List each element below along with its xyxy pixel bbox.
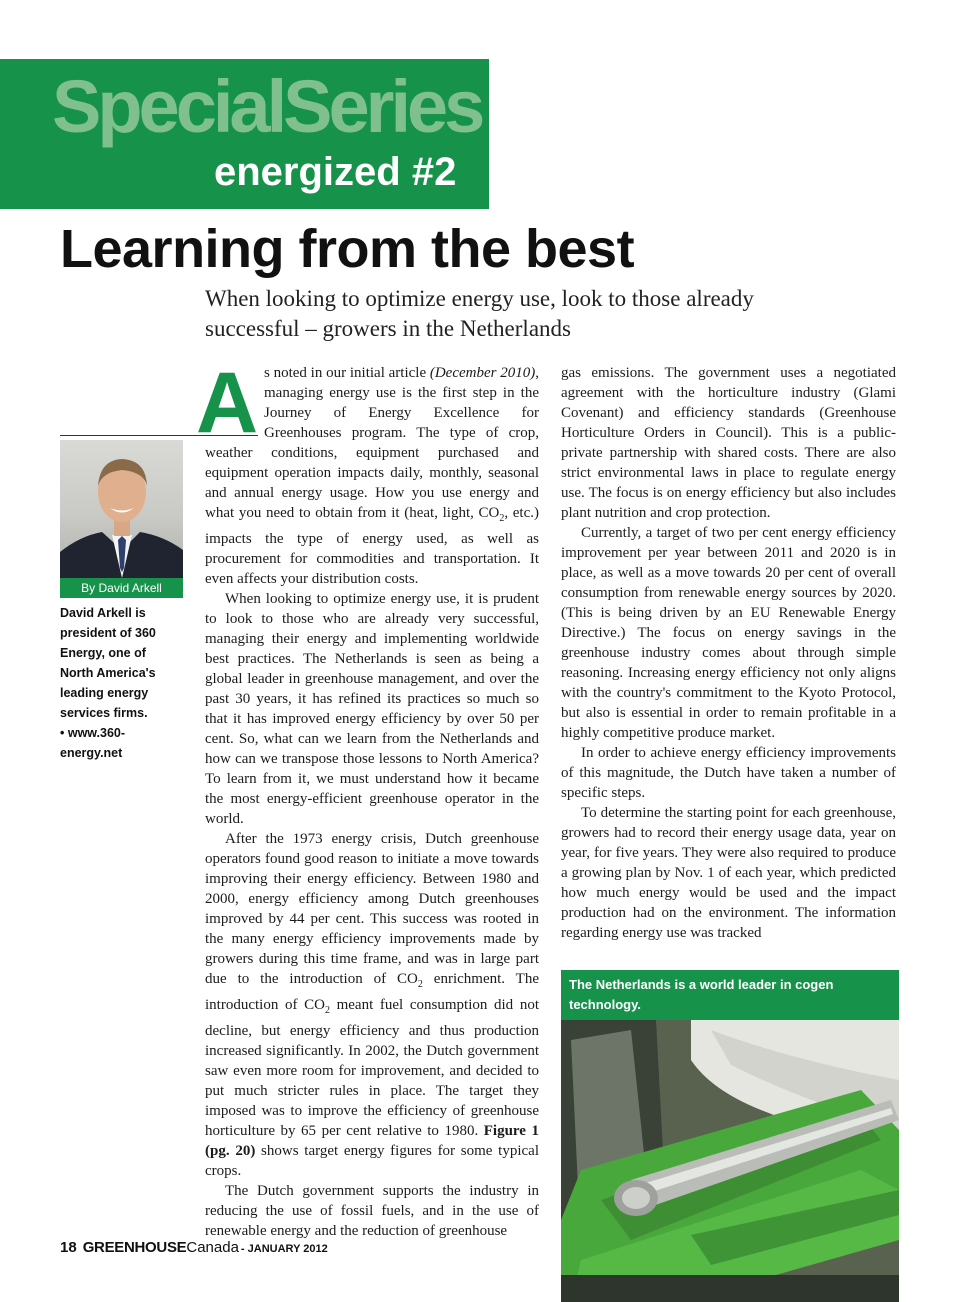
author-byline: By David Arkell — [60, 578, 183, 598]
bio-line: North America's — [60, 666, 156, 680]
paragraph: After the 1973 energy crisis, Dutch greenhouse operators found good reason to initiate a move towards improving their energy efficiency. Between 1980 and 2000, energy efficiency among Dutch greenhouses improved by 44 per cent. This success was rooted in the many energy efficiency improvements made by growers during this time frame, and was in large part due to the introduction of $CO_2$ enrichment. The introduction of $CO_2$ meant fuel consumption did not decline, but energy efficiency and thus production increased significantly. In 2002, the Dutch government saw even more room for improvement, and decided to put much stricter rules in place. The target they imposed was to improve the efficiency of greenhouse horticulture by 65 per cent relative to 1980. Figure 1 (pg. 20) shows target energy figures for some typical crops. — [205, 831, 539, 1179]
figure-reference: Figure 1 (pg. 20) — [205, 1123, 539, 1159]
paragraph: Currently, a target of two per cent energy efficiency improvement per year between 2011 and 2020 is in place, as well as a move towards 20 per cent of overall consumption from renewable energy sources by 2020. (This is being driven by an EU Renewable Energy Directive.) The focus on energy savings in the greenhouse industry comes about through simple reasoning. Increasing energy efficiency not only aligns with the country's commitment to the Kyoto Protocol, but also is essential in order to remain profitable in a highly competitive produce market. — [561, 525, 896, 741]
article-subtitle: When looking to optimize energy use, look to those already successful – growers in the Netherlands — [205, 286, 754, 341]
drop-cap: A — [195, 355, 259, 451]
bio-line: president of 360 — [60, 626, 156, 640]
author-bio — [60, 603, 186, 763]
cogen-engine-photo — [561, 1020, 899, 1302]
paragraph: In order to achieve energy efficiency improvements of this magnitude, the Dutch have taken a number of specific steps. — [561, 745, 896, 801]
bio-line: Energy, one of — [60, 646, 146, 660]
article-headline: Learning from the best — [60, 219, 635, 279]
paragraph: gas emissions. The government uses a negotiated agreement with the horticulture industry (Glami Covenant) and efficiency standards (Greenhouse Horticulture Orders in Council). This is a public-private partnership with shared costs. There are also strict environmental laws in place to regulate energy use. The focus is on energy efficiency but also includes plant nutrition and crop protection. — [561, 365, 896, 521]
magazine-name: GREENHOUSE — [82, 1239, 187, 1256]
paragraph: When looking to optimize energy use, it is prudent to look to those who are already very successful, managing their energy and implementing worldwide best practices. The Netherlands is seen as being a global leader in greenhouse management, and over the past 30 years, it has refined its practices so much so that it has improved energy efficiency by over 50 per cent. So, what can we learn from the Netherlands and how can we transpose those lessons to North America? To learn from it, we must understand how it became the most energy-efficient greenhouse operator in the world. — [205, 591, 539, 827]
paragraph: The Dutch government supports the industry in reducing the use of fossil fuels, and in the use of renewable energy and the reduction of greenhouse — [205, 1183, 539, 1239]
paragraph: As noted in our initial article (December 2010), managing energy use is the first step in the Journey of Energy Excellence for Greenhouses program. The type of crop, weather conditions, equipment purchased and equipment operation impacts daily, monthly, seasonal and annual energy usage. How you use energy and what you need to obtain from it (heat, light, $CO_2$, etc.) impacts the type of energy used, as well as procurement for commodities and transportation. It even affects your distribution costs. — [205, 363, 539, 589]
issue-date: - JANUARY 2012 — [240, 1243, 328, 1255]
body-column-right — [561, 363, 896, 943]
photo-caption: The Netherlands is a world leader in cogen technology. — [561, 970, 899, 1020]
body-column-middle — [195, 355, 539, 1241]
paragraph: To determine the starting point for each greenhouse, growers had to record their energy usage data, year on year, for five years. They were also required to produce a growing plan by Nov. 1 of each year, which predicted how much energy would be used and the impact production had on the environment. The information regarding energy use was tracked — [561, 805, 896, 941]
page-number: 18 — [60, 1239, 77, 1256]
bio-line: leading energy — [60, 686, 149, 700]
bio-website-link[interactable]: energy.net — [60, 746, 123, 760]
bio-line: David Arkell is — [60, 606, 146, 620]
author-photo — [60, 440, 183, 578]
series-issue: energized #2 — [214, 150, 457, 194]
author-portrait-illustration — [60, 440, 183, 578]
bio-line: services firms. — [60, 706, 148, 720]
magazine-name-suffix: Canada — [186, 1239, 239, 1256]
series-title: SpecialSeries — [52, 65, 482, 148]
cogen-engine-illustration — [561, 1020, 899, 1302]
page-footer — [60, 1239, 328, 1257]
bio-website-link[interactable]: • www.360- — [60, 726, 126, 740]
